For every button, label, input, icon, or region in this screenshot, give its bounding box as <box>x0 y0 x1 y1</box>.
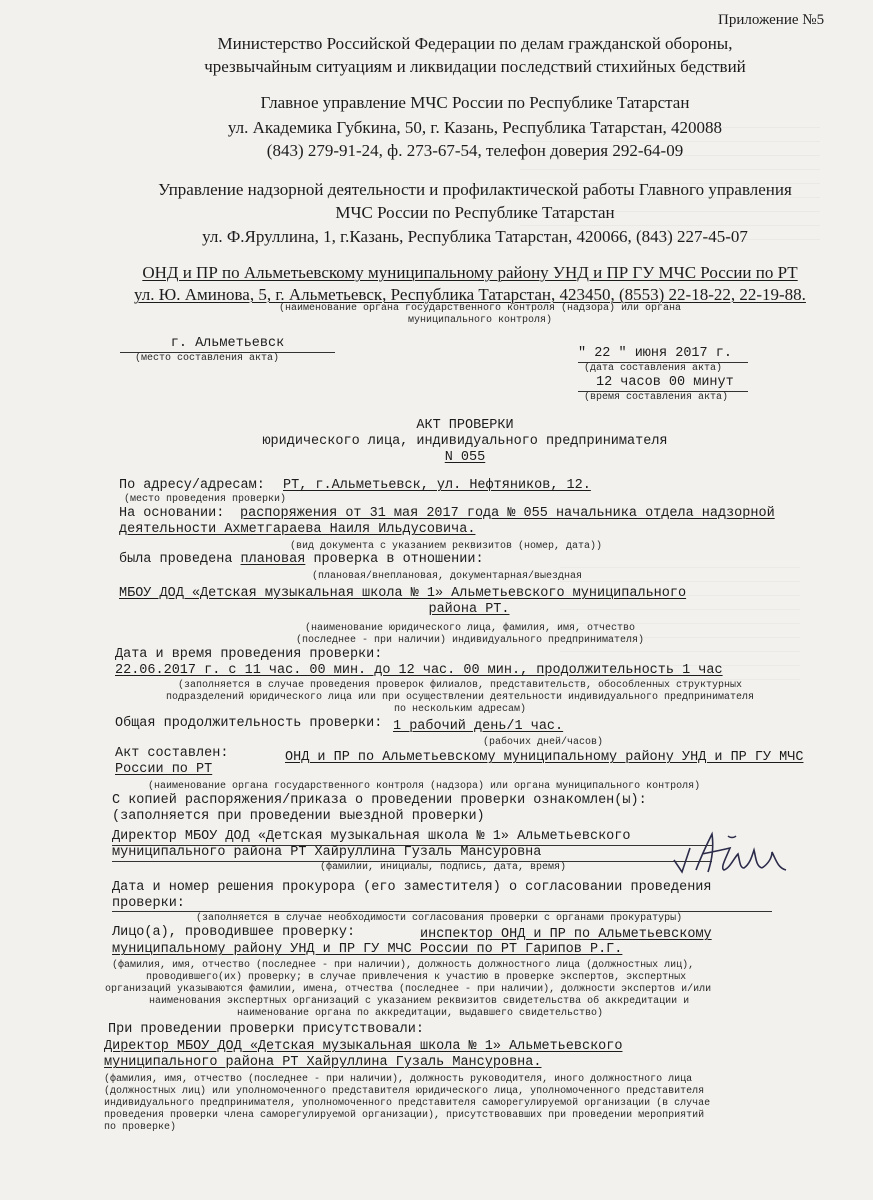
present-caption-1: (фамилия, имя, отчество (последнее - при наличии), должность руководителя, иного должностного лица <box>104 1074 693 1085</box>
present-line-1: Директор МБОУ ДОД «Детская музыкальная школа № 1» Альметьевского <box>104 1039 623 1054</box>
persons-caption-5: наименование органа по аккредитации, выдавшего свидетельство) <box>237 1008 604 1019</box>
appendix-label: Приложение №5 <box>718 12 825 28</box>
ministry-line-1: Министерство Российской Федерации по делам гражданской обороны, <box>217 34 733 53</box>
address-label: По адресу/адресам: <box>119 478 265 493</box>
duration-value: 1 рабочий день/1 час. <box>393 719 564 734</box>
director-caption: (фамилии, инициалы, подпись, дата, время) <box>320 862 567 873</box>
datetime-value: 22.06.2017 г. с 11 час. 00 мин. до 12 час. 00 мин., продолжительность 1 час <box>115 663 723 678</box>
director-line-2: муниципального района РТ Хайруллина Гузаль Мансуровна <box>112 845 542 860</box>
act-number: N 055 <box>444 450 486 465</box>
conducted-caption: (плановая/внеплановая, документарная/выездная <box>312 571 583 582</box>
composed-value-2: России по РТ <box>115 762 213 777</box>
basis-caption: (вид документа с указанием реквизитов (номер, дата)) <box>290 541 603 552</box>
copy-line-2: (заполняется при проведении выездной проверки) <box>112 809 485 824</box>
date-value: " 22 " июня 2017 г. <box>578 346 732 361</box>
duration-label: Общая продолжительность проверки: <box>115 716 383 731</box>
present-caption-4: проведения проверки члена саморегулируемой организации), присутствовавших при проведении мероприятий <box>104 1110 705 1121</box>
conducted-line <box>119 552 484 568</box>
place-caption: (место составления акта) <box>135 353 280 364</box>
ond-address: ул. Ю. Аминова, 5, г. Альметьевск, Республика Татарстан, 423450, (8553) 22-18-22, 22-19-88. <box>134 285 806 304</box>
handwritten-signature <box>668 824 798 888</box>
persons-value-2: муниципальному району УНД и ПР ГУ МЧС России по РТ Гарипов Р.Г. <box>112 942 623 957</box>
present-caption-3: индивидуального предпринимателя, уполномоченного представителя саморегулируемой организации (в случае <box>104 1098 711 1109</box>
datetime-caption-2: подразделений юридического лица или при осуществлении деятельности индивидуального предпринимателя <box>165 692 755 703</box>
present-caption-2: (должностных лиц) или уполномоченного представителя юридического лица, уполномоченного представителя <box>104 1086 705 1097</box>
persons-value-1: инспектор ОНД и ПР по Альметьевскому <box>420 927 712 942</box>
sub-dept-name-2: МЧС России по Республике Татарстан <box>335 203 615 222</box>
copy-line-1: С копией распоряжения/приказа о проведении проверки ознакомлен(ы): <box>112 793 647 808</box>
persons-caption-4: наименования экспертных организаций с указанием реквизитов свидетельства об аккредитации и <box>149 996 690 1007</box>
basis-value-2: деятельности Ахметгараева Наиля Ильдусовича. <box>119 522 476 537</box>
org-caption-2: (последнее - при наличии) индивидуального предпринимателя) <box>295 635 645 646</box>
conducted-type: плановая <box>240 552 306 567</box>
datetime-caption-1: (заполняется в случае проведения проверок филиалов, представительств, обособленных структурных <box>177 680 743 691</box>
sub-dept-name-1: Управление надзорной деятельности и профилактической работы Главного управления <box>158 180 792 199</box>
basis-value-1: распоряжения от 31 мая 2017 года № 055 начальника отдела надзорной <box>240 506 775 521</box>
act-subtitle: юридического лица, индивидуального предпринимателя <box>262 434 668 449</box>
org-name-1: МБОУ ДОД «Детская музыкальная школа № 1» Альметьевского муниципального <box>119 586 687 601</box>
org-caption-1: (наименование юридического лица, фамилия, имя, отчество <box>304 623 636 634</box>
persons-caption-2: проводившего(их) проверку; в случае привлечения к участию в проверке экспертов, экспертных <box>146 972 687 983</box>
basis-label: На основании: <box>119 506 225 521</box>
main-dept-address: ул. Академика Губкина, 50, г. Казань, Республика Татарстан, 420088 <box>227 118 723 137</box>
ond-caption-1: (наименование органа государственного контроля (надзора) или органа <box>278 303 682 314</box>
datetime-label: Дата и время проведения проверки: <box>115 647 383 662</box>
composed-value-1: ОНД и ПР по Альметьевскому муниципальному району УНД и ПР ГУ МЧС <box>285 750 804 765</box>
bleed-through-texture <box>560 560 800 680</box>
persons-label: Лицо(а), проводившее проверку: <box>112 925 356 940</box>
composed-caption: (наименование органа государственного контроля (надзора) или органа муниципального контроля) <box>148 781 701 792</box>
address-value: РТ, г.Альметьевск, ул. Нефтяников, 12. <box>283 478 591 493</box>
prosecutor-underline <box>112 911 772 912</box>
main-dept-name: Главное управление МЧС России по Республике Татарстан <box>260 93 690 112</box>
org-name-2: района РТ. <box>428 602 510 617</box>
sub-dept-address: ул. Ф.Яруллина, 1, г.Казань, Республика Татарстан, 420066, (843) 227-45-07 <box>202 227 748 246</box>
conducted-prefix: была проведена <box>119 552 233 567</box>
persons-caption-1: (фамилия, имя, отчество (последнее - при наличии), должность должностного лица (должностных лиц), <box>112 960 695 971</box>
conducted-suffix: проверка в отношении: <box>313 552 484 567</box>
ond-caption-2: муниципального контроля) <box>407 315 553 326</box>
time-caption: (время составления акта) <box>584 392 729 403</box>
place-value: г. Альметьевск <box>170 336 285 351</box>
act-title: АКТ ПРОВЕРКИ <box>416 418 514 433</box>
address-caption: (место проведения проверки) <box>124 494 287 505</box>
ministry-line-2: чрезвычайным ситуациям и ликвидации последствий стихийных бедствий <box>204 57 746 76</box>
duration-caption: (рабочих дней/часов) <box>483 737 604 748</box>
present-caption-5: по проверке) <box>104 1122 177 1133</box>
time-value: 12 часов 00 минут <box>596 375 734 390</box>
datetime-caption-3: по нескольким адресам) <box>393 704 527 715</box>
prosecutor-line-2: проверки: <box>112 896 185 911</box>
composed-label: Акт составлен: <box>115 746 229 761</box>
director-line-1: Директор МБОУ ДОД «Детская музыкальная школа № 1» Альметьевского <box>112 829 631 844</box>
main-dept-phones: (843) 279-91-24, ф. 273-67-54, телефон доверия 292-64-09 <box>266 141 684 160</box>
prosecutor-line-1: Дата и номер решения прокурора (его заместителя) о согласовании проведения <box>112 880 712 895</box>
prosecutor-caption: (заполняется в случае необходимости согласования проверки с органами прокуратуры) <box>196 913 683 924</box>
date-caption: (дата составления акта) <box>584 363 723 374</box>
ond-name: ОНД и ПР по Альметьевскому муниципальному району УНД и ПР ГУ МЧС России по РТ <box>142 263 798 282</box>
present-line-2: муниципального района РТ Хайруллина Гузаль Мансуровна. <box>104 1055 542 1070</box>
present-label: При проведении проверки присутствовали: <box>108 1022 424 1037</box>
persons-caption-3: организаций указываются фамилии, имена, отчества (последнее - при наличии), должности экспертов и/или <box>105 984 712 995</box>
